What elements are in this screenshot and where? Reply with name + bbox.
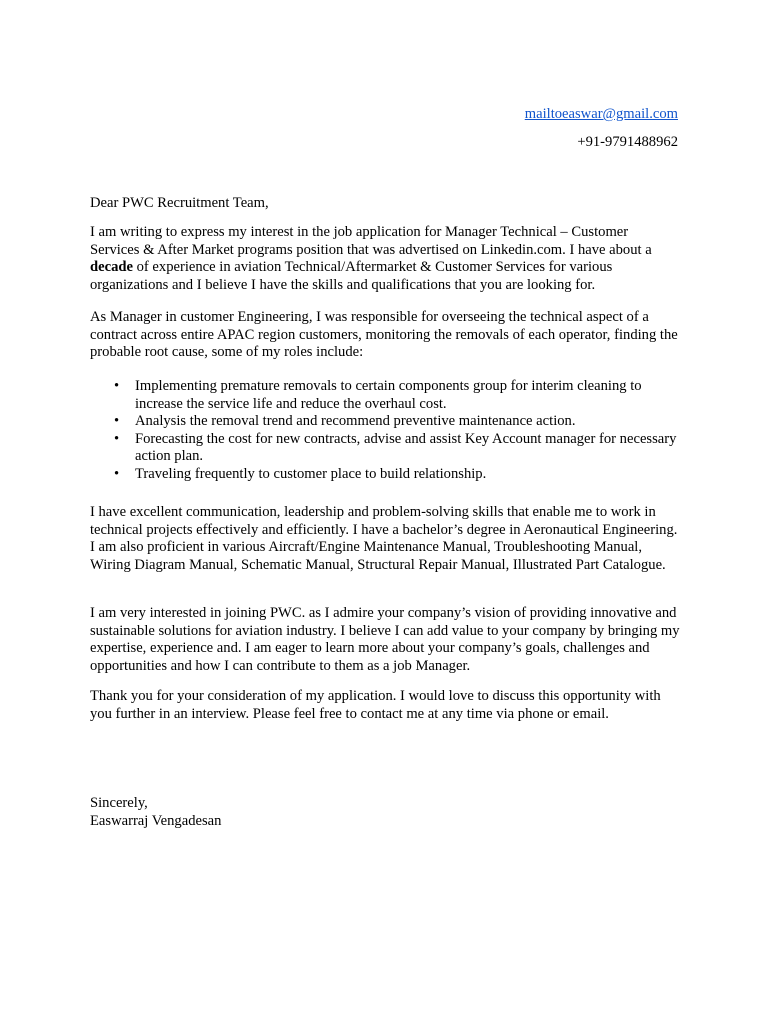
bullet-marker: • [114,465,120,482]
list-item [90,466,680,484]
paragraph-intro [90,224,680,294]
paragraph-intro-text-start: I am writing to express my interest in the job application for Manager Technical – Customer Services & After Market programs position that was advertised on Linkedin.com. I have about a [90,224,652,258]
list-item-text: Analysis the removal trend and recommend preventive maintenance action. [135,413,576,430]
bullet-marker: • [114,430,120,447]
paragraph-intro-bold-word: decade [90,259,133,276]
paragraph-skills: I have excellent communication, leadership and problem-solving skills that enable me to work in technical projects effectively and efficiently. I have a bachelor’s degree in Aeronautical Engineering. I am also proficient in various Aircraft/Engine Maintenance Manual, Troubleshooting Manual, Wiring Diagram Manual, Schematic Manual, Structural Repair Manual, Illustrated Part Catalogue. [90,504,678,573]
list-item [90,378,680,413]
list-item-text: Traveling frequently to customer place to build relationship. [135,465,487,482]
paragraph-interest: I am very interested in joining PWC. as I admire your company’s vision of providing innovative and sustainable solutions for aviation industry. I believe I can add value to your company by bringing my expertise, experience and. I am eager to learn more about your company’s goals, challenges and opportunities and how I can contribute to them as a job Manager. [90,605,680,674]
paragraph-intro-text-end: of experience in aviation Technical/Aftermarket & Customer Services for various organizations and I believe I have the skills and qualifications that you are looking for. [90,259,613,293]
bullet-marker: • [114,378,120,394]
list-item-text: Forecasting the cost for new contracts, advise and assist Key Account manager for necessary action plan. [135,430,677,465]
signer-name: Easwarraj Vengadesan [90,813,222,829]
paragraph-thanks: Thank you for your consideration of my application. I would love to discuss this opportunity with you further in an interview. Please feel free to contact me at any time via phone or email. [90,688,661,722]
bullet-marker: • [114,413,120,430]
list-item-text: Implementing premature removals to certain components group for interim cleaning to increase the service life and reduce the overhaul cost. [135,378,642,412]
letter-page [90,0,680,1024]
paragraph-experience: As Manager in customer Engineering, I was responsible for overseeing the technical aspect of a contract across entire APAC region customers, monitoring the removals of each operator, finding the probable root cause, some of my roles include: [90,309,678,361]
closing: Sincerely, [90,795,148,811]
phone-number: +91-9791488962 [577,134,678,150]
roles-list [90,378,680,484]
salutation: Dear PWC Recruitment Team, [90,195,269,211]
list-item [90,413,680,431]
list-item [90,431,680,466]
email-link[interactable]: mailtoeaswar@gmail.com [524,106,678,122]
